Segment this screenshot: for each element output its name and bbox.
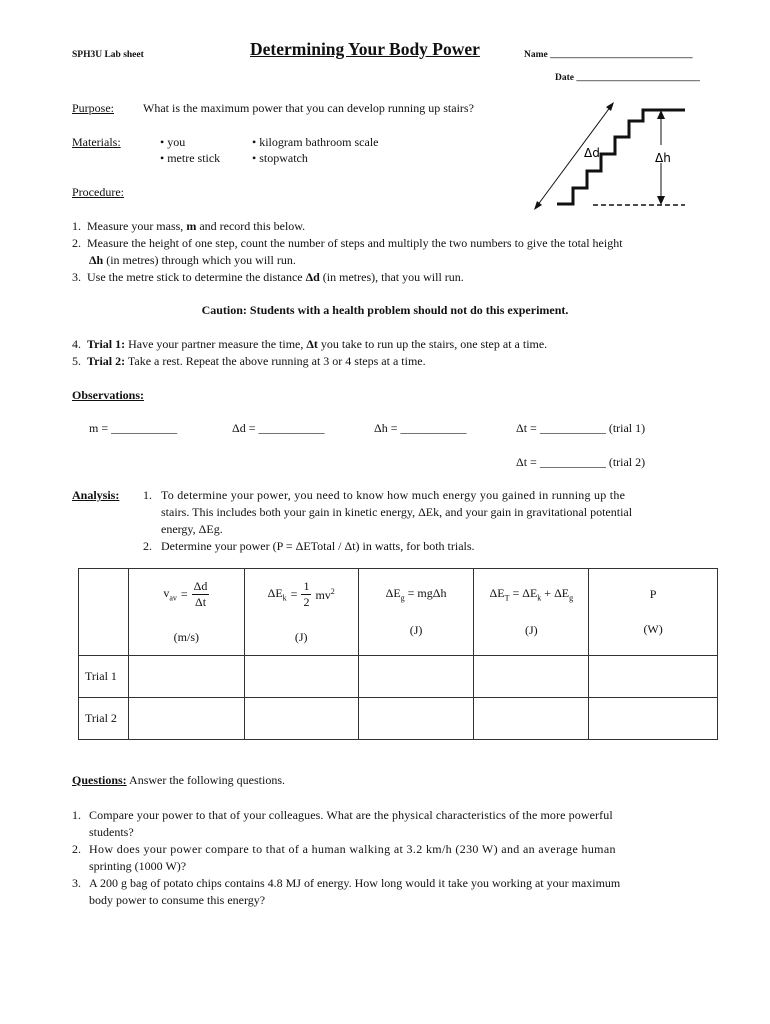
question-number: 2. (72, 842, 81, 856)
question-text: How does your power compare to that of a human walking at 3.2 km/h (230 W) and an average human (89, 842, 616, 856)
analysis-text: energy, ΔEg. (161, 522, 223, 536)
header-total-energy: $\Delta E_T = \Delta E_k + \Delta E_g$ (J) (474, 569, 589, 656)
input-cell[interactable] (589, 698, 718, 740)
question-text: A 200 g bag of potato chips contains 4.8 MJ of energy. How long would it take you working at your maximum (89, 876, 621, 890)
procedure-label: Procedure: (72, 185, 124, 199)
procedure-step-cont: Δh (in metres) through which you will run. (89, 253, 296, 267)
questions-heading: Questions: Answer the following questions. (72, 773, 286, 787)
question-number: 1. (72, 808, 81, 822)
material-item: • metre stick (160, 151, 221, 165)
question-text: body power to consume this energy? (89, 893, 266, 907)
input-cell[interactable] (128, 656, 244, 698)
caution-note: Caution: Students with a health problem should not do this experiment. (201, 303, 569, 317)
analysis-number: 2. (143, 539, 152, 553)
results-table (78, 568, 718, 740)
input-cell[interactable] (474, 656, 589, 698)
procedure-step: 3. Use the metre stick to determine the distance Δd (in metres), that you will run. (72, 270, 464, 284)
row-label: Trial 2 (79, 698, 129, 740)
header-potential-energy: $\Delta E_g = mg\Delta h$ (J) (358, 569, 474, 656)
question-text: sprinting (1000 W)? (89, 859, 187, 873)
course-label: SPH3U Lab sheet (72, 50, 144, 60)
purpose-label: Purpose: (72, 101, 114, 115)
name-field[interactable]: Name ______________________________ (524, 50, 693, 60)
procedure-step: 2. Measure the height of one step, count the number of steps and multiply the two numbers to give the total height (72, 236, 623, 250)
header-velocity: $v_{av}$ = $\frac{\Delta d}{\Delta t}$ (m/s) (128, 569, 244, 656)
time-trial1-field[interactable]: Δt = ___________ (trial 1) (516, 421, 646, 435)
input-cell[interactable] (244, 656, 358, 698)
height-field[interactable]: Δh = ___________ (374, 421, 467, 435)
procedure-step: 4. Trial 1: Have your partner measure the time, Δt you take to run up the stairs, one step at a time. (72, 337, 548, 351)
material-item: • you (160, 135, 186, 149)
analysis-number: 1. (143, 488, 152, 502)
distance-field[interactable]: Δd = ___________ (232, 421, 325, 435)
delta-h-label: Δh (655, 151, 671, 165)
procedure-step: 1. Measure your mass, m and record this below. (72, 219, 306, 233)
input-cell[interactable] (589, 656, 718, 698)
analysis-text: stairs. This includes both your gain in kinetic energy, ΔEk, and your gain in gravitational potential (161, 505, 633, 519)
purpose-text: What is the maximum power that you can develop running up stairs? (143, 101, 474, 115)
question-text: Compare your power to that of your colleagues. What are the physical characteristics of the more powerful (89, 808, 613, 822)
analysis-text: Determine your power (P = ΔETotal / Δt) in watts, for both trials. (161, 539, 475, 553)
header-power: P (W) (589, 569, 718, 656)
row-label: Trial 1 (79, 656, 129, 698)
table-row (79, 698, 718, 740)
table-header-row (79, 569, 718, 656)
input-cell[interactable] (474, 698, 589, 740)
material-item: • kilogram bathroom scale (252, 135, 379, 149)
question-text: students? (89, 825, 134, 839)
table-corner-cell (79, 569, 129, 656)
materials-label: Materials: (72, 135, 121, 149)
material-item: • stopwatch (252, 151, 308, 165)
input-cell[interactable] (358, 698, 474, 740)
input-cell[interactable] (128, 698, 244, 740)
page-title: Determining Your Body Power (250, 39, 480, 59)
delta-d-label: Δd (584, 146, 600, 160)
input-cell[interactable] (244, 698, 358, 740)
header-kinetic-energy: $\Delta E_k$ = $\frac{1}{2}$ $mv^2$ (J) (244, 569, 358, 656)
question-number: 3. (72, 876, 81, 890)
table-row (79, 656, 718, 698)
observations-label: Observations: (72, 388, 144, 402)
time-trial2-field[interactable]: Δt = ___________ (trial 2) (516, 455, 646, 469)
mass-field[interactable]: m = ___________ (89, 421, 178, 435)
analysis-label: Analysis: (72, 488, 120, 502)
procedure-step: 5. Trial 2: Take a rest. Repeat the above running at 3 or 4 steps at a time. (72, 354, 426, 368)
arrow-head-icon (657, 196, 665, 205)
arrow-head-icon (534, 201, 542, 210)
date-field[interactable]: Date __________________________ (555, 73, 700, 83)
arrow-head-icon (606, 102, 614, 111)
analysis-text: To determine your power, you need to know how much energy you gained in running up the (161, 488, 626, 502)
staircase-diagram (525, 100, 695, 215)
input-cell[interactable] (358, 656, 474, 698)
